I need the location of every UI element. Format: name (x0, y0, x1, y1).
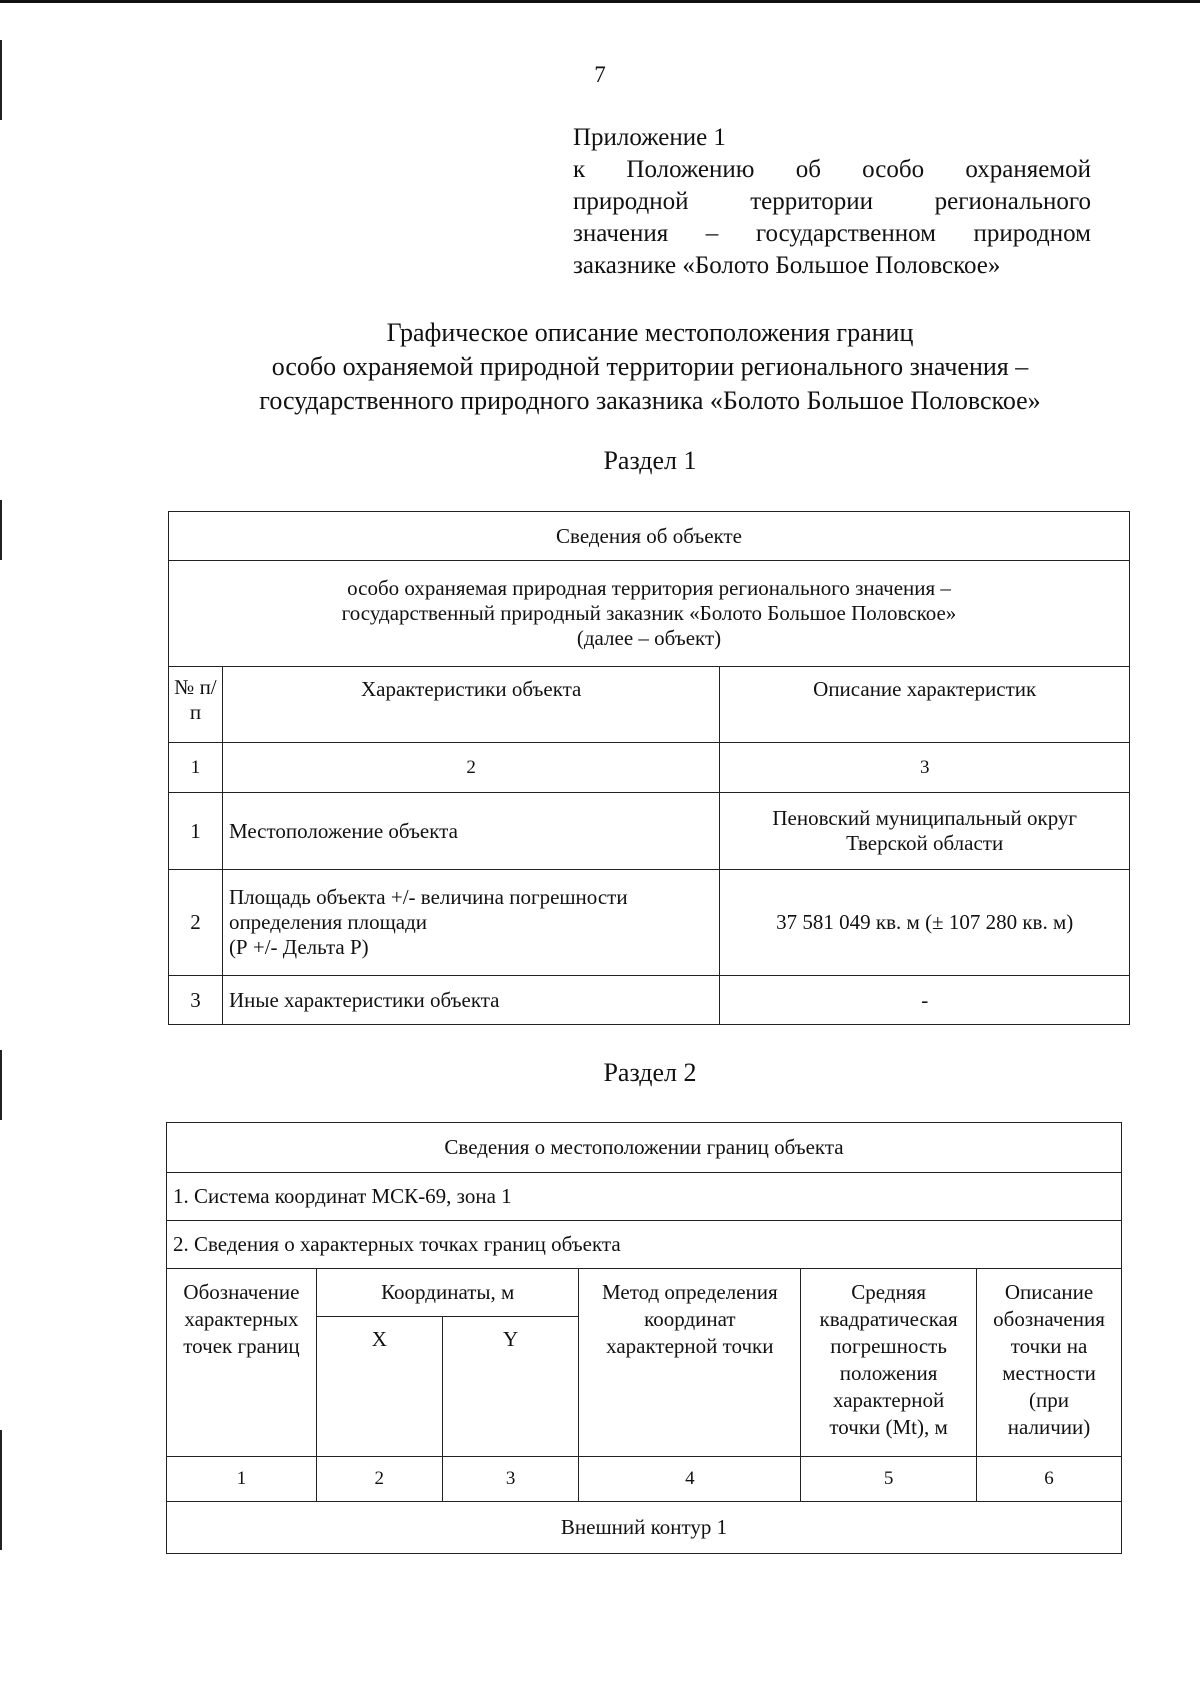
column-header-characteristics: Характеристики объекта (222, 667, 719, 743)
title-line: Графическое описание местоположения границ (386, 318, 914, 347)
column-header-number: № п/п (169, 667, 223, 743)
row-description (720, 976, 1130, 1025)
header-line: Средняя (851, 1280, 926, 1304)
row-description (720, 793, 1130, 870)
object-info-table (168, 511, 1130, 1025)
row-description-line: - (921, 987, 929, 1012)
scan-edge-mark (0, 1430, 2, 1550)
column-header-point-description (977, 1269, 1122, 1457)
coordinate-system-row: 1. Система координат МСК-69, зона 1 (167, 1173, 1122, 1221)
row-characteristic (222, 870, 719, 976)
appendix-line: к Положению об особо охраняемой (573, 156, 1091, 183)
header-line: точки (Mt), м (829, 1415, 948, 1439)
row-characteristic-line: Площадь объекта +/- величина погрешности (228, 885, 628, 909)
header-line: точек границ (183, 1334, 300, 1358)
appendix-line: заказнике «Болото Большое Половское» (573, 252, 1001, 279)
appendix-heading: Приложение 1 (573, 124, 726, 151)
column-header-method (579, 1269, 801, 1457)
points-heading-row: 2. Сведения о характерных точках границ объекта (167, 1221, 1122, 1269)
header-line: характерной (832, 1388, 945, 1412)
row-number: 2 (169, 870, 223, 976)
header-line: точки на (1010, 1334, 1088, 1358)
column-header-description: Описание характеристик (720, 667, 1130, 743)
column-number-cell: 1 (169, 743, 223, 793)
page-top-border (0, 0, 1200, 3)
row-description-line: Пеновский муниципальный округ (772, 806, 1078, 830)
header-line: положения (839, 1361, 938, 1385)
section2-heading: Раздел 2 (603, 1058, 697, 1087)
header-line: Обозначение (183, 1280, 300, 1304)
section1-heading: Раздел 1 (603, 446, 697, 475)
header-line: наличии) (1007, 1415, 1091, 1439)
object-info-header: Сведения об объекте (169, 512, 1130, 561)
row-characteristic (222, 793, 719, 870)
column-number-cell: 5 (801, 1457, 977, 1502)
column-number-cell: 2 (222, 743, 719, 793)
row-description (720, 870, 1130, 976)
column-number-cell: 3 (720, 743, 1130, 793)
header-line: обозначения (993, 1307, 1105, 1331)
header-line: Описание (1004, 1280, 1094, 1304)
object-name-cell (169, 561, 1130, 667)
boundary-table-header: Сведения о местоположении границ объекта (167, 1123, 1122, 1173)
row-description-line: Тверской области (846, 831, 1004, 855)
boundary-location-table (166, 1122, 1122, 1554)
row-characteristic-line: Иные характеристики объекта (228, 987, 500, 1012)
outer-contour-row: Внешний контур 1 (167, 1502, 1122, 1554)
document-title (0, 316, 1200, 418)
row-number: 3 (169, 976, 223, 1025)
column-header-mean-error (801, 1269, 977, 1457)
scan-edge-mark (0, 500, 2, 560)
object-name-line: государственный природный заказник «Болото Большое Половское» (341, 601, 957, 625)
header-line: характерной точки (606, 1334, 774, 1358)
object-name-line: (далее – объект) (576, 626, 722, 650)
column-number-cell: 6 (977, 1457, 1122, 1502)
header-line: местности (1002, 1361, 1096, 1385)
column-header-y: Y (442, 1317, 579, 1457)
appendix-block (573, 122, 1091, 282)
header-line: координат (644, 1307, 736, 1331)
header-line: погрешность (830, 1334, 947, 1358)
appendix-line: природной территории регионального (573, 188, 1091, 215)
title-line: государственного природного заказника «Болото Большое Половское» (259, 386, 1041, 415)
column-number-cell: 4 (579, 1457, 801, 1502)
object-name-line: особо охраняемая природная территория регионального значения – (347, 576, 951, 600)
row-characteristic-line: определения площади (228, 910, 428, 934)
column-header-coordinates: Координаты, м (316, 1269, 579, 1317)
row-characteristic (222, 976, 719, 1025)
column-number-cell: 3 (442, 1457, 579, 1502)
column-header-designation (167, 1269, 317, 1457)
column-number-cell: 1 (167, 1457, 317, 1502)
row-description-line: 37 581 049 кв. м (± 107 280 кв. м) (776, 910, 1074, 934)
row-number: 1 (169, 793, 223, 870)
header-line: (при (1029, 1388, 1070, 1412)
row-characteristic-line: Местоположение объекта (228, 818, 458, 843)
header-line: Метод определения (601, 1280, 778, 1304)
row-characteristic-line: (Р +/- Дельта Р) (228, 935, 369, 959)
page-number: 7 (594, 62, 606, 87)
header-line: характерных (184, 1307, 299, 1331)
appendix-line: значения – государственном природном (573, 220, 1091, 247)
column-number-cell: 2 (316, 1457, 442, 1502)
column-header-x: X (316, 1317, 442, 1457)
title-line: особо охраняемой природной территории регионального значения – (271, 352, 1029, 381)
header-line: квадратическая (819, 1307, 958, 1331)
